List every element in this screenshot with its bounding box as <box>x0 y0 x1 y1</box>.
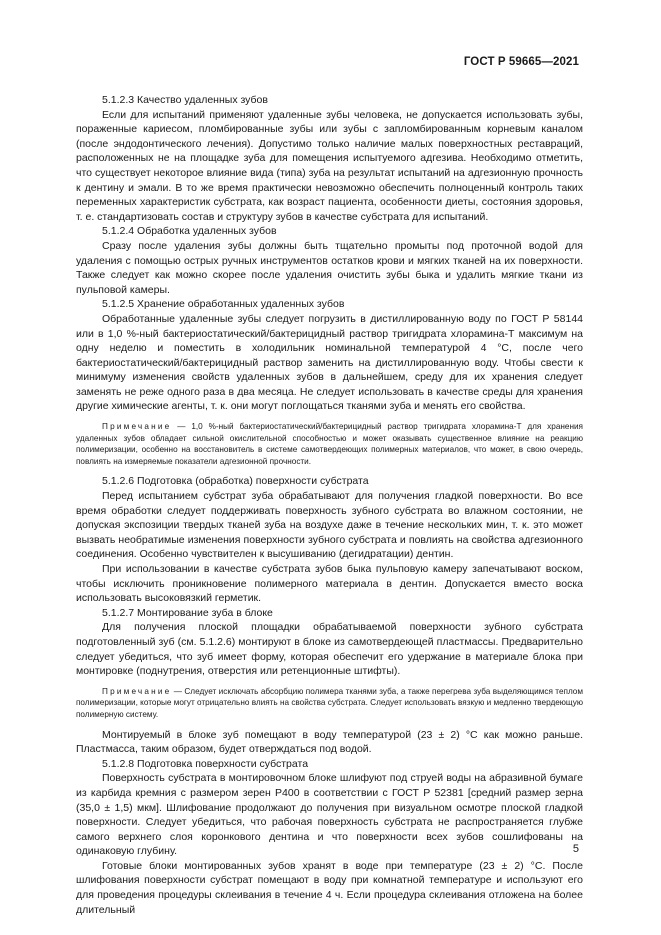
note-2 <box>76 686 583 721</box>
paragraph: Монтируемый в блоке зуб помещают в воду температурой (23 ± 2) °С как можно раньше. Пластмасса, таким образом, будет отверждаться под водой. <box>76 728 583 756</box>
document-body <box>76 93 583 917</box>
note-text: — Следует исключать абсорбцию полимера тканями зуба, а также перегрева зуба выделяющимся теплом полимеризации, которые могут отрицательно влиять на свойства субстрата. Следует использовать вязкую и медленно твердеющую полимерную систему. <box>76 686 583 719</box>
section-title-5-1-2-4: 5.1.2.4 Обработка удаленных зубов <box>102 225 277 238</box>
section-title-5-1-2-7: 5.1.2.7 Монтирование зуба в блоке <box>102 606 273 619</box>
section-title-5-1-2-6: 5.1.2.6 Подготовка (обработка) поверхности субстрата <box>102 475 369 488</box>
section-title-5-1-2-5: 5.1.2.5 Хранение обработанных удаленных зубов <box>102 298 345 311</box>
paragraph: Обработанные удаленные зубы следует погрузить в дистиллированную воду по ГОСТ Р 58144 или в 1,0 %-ный бактериостатический/бактерицидный раствор тригидрата хлорамина-Т максимум на одну неделю и поместить в холодильник номинальной температурой 4 °С, после чего бактериостатический/бактерицидный раствор заменить на дистиллированную воду. Чтобы свести к минимуму изменения свойств удаленных зубов в дальнейшем, среду для их хранения следует заменять не реже одного раза в два месяца. Не следует использовать в качестве среды для хранения другие химические агенты, т. к. они могут поглощаться тканями зуба и менять его свойства. <box>76 312 583 413</box>
paragraph: Если для испытаний применяют удаленные зубы человека, не допускается использовать зубы, пораженные кариесом, пломбированные зубы или зубы с запломбированным корневым каналом (после эндодонтического лечения). Допустимо только наличие малых поверхностных реставраций, расположенных не на площадке зуба для помещения испытуемого адгезива. Необходимо отметить, что существует некоторое влияние вида (типа) зуба на результат испытаний на адгезионную прочность к дентину и эмали. В то же время практически невозможно обеспечить полноценный контроль таких переменных характеристик субстрата, как возраст пациента, особенности диеты, состояния здоровья, т. е. стандартизовать состав и структуру зубов в качестве субстрата для испытаний. <box>76 108 583 223</box>
section-title-5-1-2-3: 5.1.2.3 Качество удаленных зубов <box>102 94 268 106</box>
paragraph: Перед испытанием субстрат зуба обрабатывают для получения гладкой поверхности. Во все время обработки следует поддерживать поверхность зубного субстрата во влажном состоянии, не допуская экспозиции твердых тканей зуба на воздухе даже в течение нескольких мин, т. к. это может вызвать необратимые изменения поверхности зубного субстрата и повлиять на свойства адгезионного соединения. Особенно чувствителен к высушиванию (дегидратации) дентин. <box>76 490 583 561</box>
paragraph: Поверхность субстрата в монтировочном блоке шлифуют под струей воды на абразивной бумаге из карбида кремния с размером зерен Р400 в соответствии с ГОСТ Р 52381 [средний размер зерна (35,0 ± 1,5) мкм]. Шлифование продолжают до получения при визуальном осмотре плоской гладкой поверхности. Следует убедиться, что рабочая поверхность субстрата не распространяется глубже самого верхнего слоя коронкового дентина и что поверхности всех зубов сошлифованы на одинаковую глубину. <box>76 772 583 858</box>
section-title-5-1-2-8: 5.1.2.8 Подготовка поверхности субстрата <box>102 757 309 770</box>
document-id: ГОСТ Р 59665—2021 <box>463 56 579 68</box>
paragraph: При использовании в качестве субстрата зубов быка пульповую камеру запечатывают воском, чтобы исключить проникновение полимерного материала в дентин. Допускается вместо воска использовать высоковязкий герметик. <box>76 563 583 605</box>
note-label: Примечание <box>102 686 172 696</box>
paragraph: Сразу после удаления зубы должны быть тщательно промыты под проточной водой для удаления с помощью острых ручных инструментов остатков крови и мягких тканей на их поверхности. Также следует как можно скорее после удаления очистить зубы быка и удалить мягкие ткани из пульповой камеры. <box>76 239 583 296</box>
paragraph: Для получения плоской площадки обрабатываемой поверхности зубного субстрата подготовленный зуб (см. 5.1.2.6) монтируют в блоке из самотвердеющей пластмассы. Предварительно следует убедиться, что зуб имеет форму, которая обеспечит его удержание в материале блока при монтировке (поднутрения, отверстия или ретенционные штифты). <box>76 621 583 678</box>
page-number: 5 <box>572 843 579 855</box>
note-label: Примечание <box>102 422 172 432</box>
note-1 <box>76 421 583 467</box>
paragraph: Готовые блоки монтированных зубов хранят в воде при температуре (23 ± 2) °С. После шлифования поверхности субстрат помещают в воду при комнатной температуре и используют его для проведения процедуры склеивания в течение 4 ч. Если процедура склеивания отложена на более длительный <box>76 859 583 916</box>
note-text: — 1,0 %-ный бактериостатический/бактерицидный раствор тригидрата хлорамина-Т для хранения удаленных зубов обладает сильной окислительной способностью и может оказывать существенное влияние на реакцию полимеризации, особенно на восстановитель в системе самотвердеющих полимерных материалов, что может, в свою очередь, повлиять на измеряемые показатели адгезионной прочности. <box>76 422 583 466</box>
